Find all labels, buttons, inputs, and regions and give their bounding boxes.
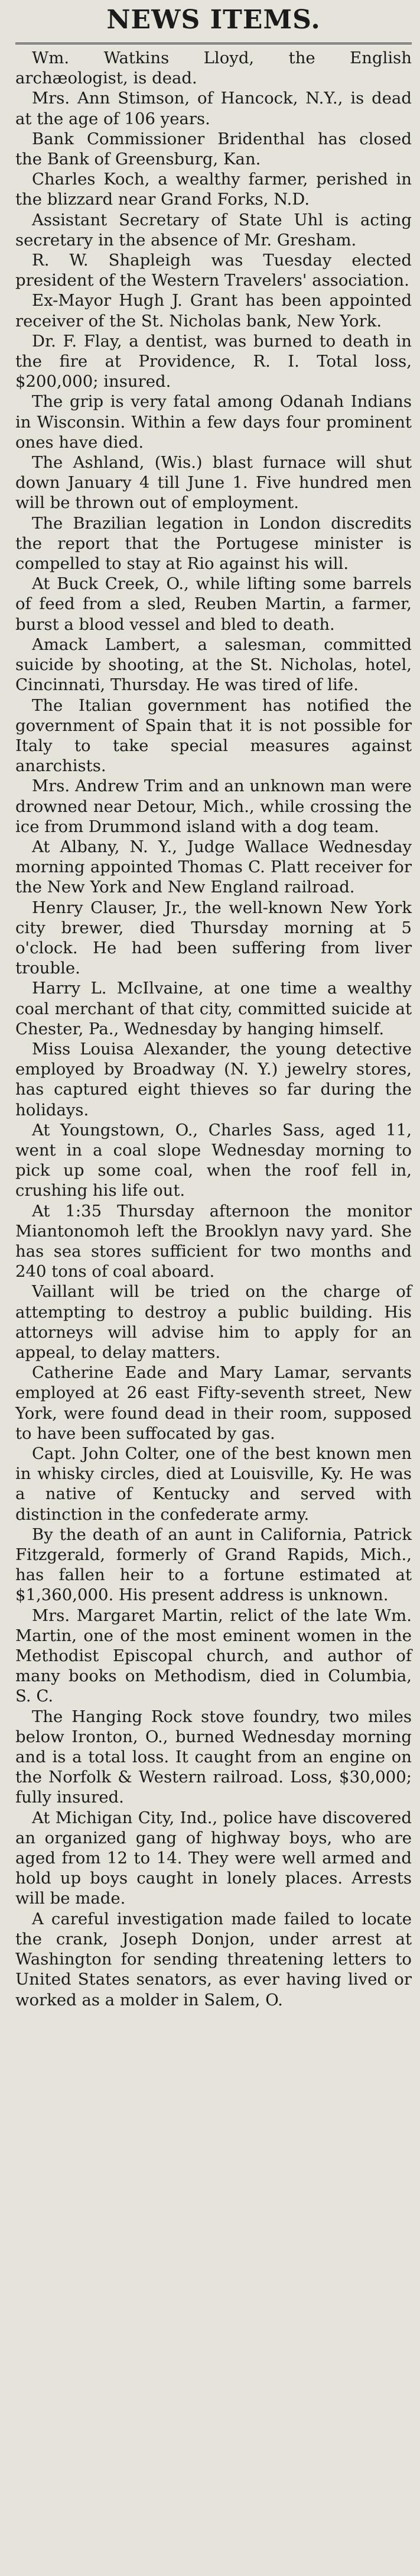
news-item: By the death of an aunt in California, Patrick Fitzgerald, formerly of Grand Rapids, Mich., has fallen heir to a fortune estimated at $1,360,000. His present address is unknown.	[15, 1525, 412, 1605]
news-item: At Buck Creek, O., while lifting some barrels of feed from a sled, Reuben Martin, a farmer, burst a blood vessel and bled to death.	[15, 574, 412, 634]
news-item: The Ashland, (Wis.) blast furnace will shut down January 4 till June 1. Five hundred men will be thrown out of employment.	[15, 453, 412, 513]
masthead-rule	[15, 43, 412, 44]
news-item: Capt. John Colter, one of the best known men in whisky circles, died at Louisville, Ky. He was a native of Kentucky and served with distinction in the confederate army.	[15, 1444, 412, 1524]
news-item: Harry L. McIlvaine, at one time a wealthy coal merchant of that city, committed suicide at Chester, Pa., Wednesday by hanging himself.	[15, 979, 412, 1038]
news-item: Dr. F. Flay, a dentist, was burned to death in the fire at Providence, R. I. Total loss, $200,000; insured.	[15, 331, 412, 391]
news-item: Assistant Secretary of State Uhl is acting secretary in the absence of Mr. Gresham.	[15, 210, 412, 250]
news-item: A careful investigation made failed to locate the crank, Joseph Donjon, under arrest at Washington for sending threatening letters to United States senators, as ever having lived or worked as a molder in Salem, O.	[15, 1909, 412, 2009]
news-item: Henry Clauser, Jr., the well-known New York city brewer, died Thursday morning at 5 o'clock. He had been suffering from liver trouble.	[15, 898, 412, 978]
news-item: Miss Louisa Alexander, the young detective employed by Broadway (N. Y.) jewelry stores, has captured eight thieves so far during the holidays.	[15, 1039, 412, 1119]
news-item: At Youngstown, O., Charles Sass, aged 11, went in a coal slope Wednesday morning to pick up some coal, when the roof fell in, crushing his life out.	[15, 1120, 412, 1200]
news-item: The grip is very fatal among Odanah Indians in Wisconsin. Within a few days four prominent ones have died.	[15, 392, 412, 452]
news-item: Charles Koch, a wealthy farmer, perished in the blizzard near Grand Forks, N.D.	[15, 170, 412, 209]
news-item: At Michigan City, Ind., police have discovered an organized gang of highway boys, who are aged from 12 to 14. They were well armed and hold up boys caught in lonely places. Arrests will be made.	[15, 1808, 412, 1908]
news-item: At Albany, N. Y., Judge Wallace Wednesday morning appointed Thomas C. Platt receiver for the New York and New England railroad.	[15, 837, 412, 897]
news-item: R. W. Shapleigh was Tuesday elected president of the Western Travelers' association.	[15, 251, 412, 290]
news-item: Amack Lambert, a salesman, committed suicide by shooting, at the St. Nicholas, hotel, Cincinnati, Thursday. He was tired of life.	[15, 635, 412, 695]
masthead-title: NEWS ITEMS.	[106, 5, 321, 35]
news-item: The Brazilian legation in London discredits the report that the Portugese minister is compelled to stay at Rio against his will.	[15, 513, 412, 574]
news-item: Ex-Mayor Hugh J. Grant has been appointed receiver of the St. Nicholas bank, New York.	[15, 291, 412, 331]
news-items-list	[15, 48, 412, 2010]
news-item: Mrs. Ann Stimson, of Hancock, N.Y., is dead at the age of 106 years.	[15, 89, 412, 128]
news-item: Catherine Eade and Mary Lamar, servants employed at 26 east Fifty-seventh street, New York, were found dead in their room, supposed to have been suffocated by gas.	[15, 1363, 412, 1443]
news-item: Mrs. Margaret Martin, relict of the late Wm. Martin, one of the most eminent women in the Methodist Episcopal church, and author of many books on Methodism, died in Columbia, S. C.	[15, 1606, 412, 1706]
news-item: Bank Commissioner Bridenthal has closed the Bank of Greensburg, Kan.	[15, 129, 412, 169]
news-item: The Hanging Rock stove foundry, two miles below Ironton, O., burned Wednesday morning and is a total loss. It caught from an engine on the Norfolk & Western railroad. Loss, $30,000; fully insured.	[15, 1707, 412, 1807]
news-item: Vaillant will be tried on the charge of attempting to destroy a public building. His attorneys will advise him to apply for an appeal, to delay matters.	[15, 1282, 412, 1362]
news-item: At 1:35 Thursday afternoon the monitor Miantonomoh left the Brooklyn navy yard. She has sea stores sufficient for two months and 240 tons of coal aboard.	[15, 1201, 412, 1281]
news-item: The Italian government has notified the government of Spain that it is not possible for Italy to take special measures against anarchists.	[15, 695, 412, 776]
news-item: Wm. Watkins Lloyd, the English archæologist, is dead.	[15, 48, 412, 88]
news-item: Mrs. Andrew Trim and an unknown man were drowned near Detour, Mich., while crossing the ice from Drummond island with a dog team.	[15, 776, 412, 836]
